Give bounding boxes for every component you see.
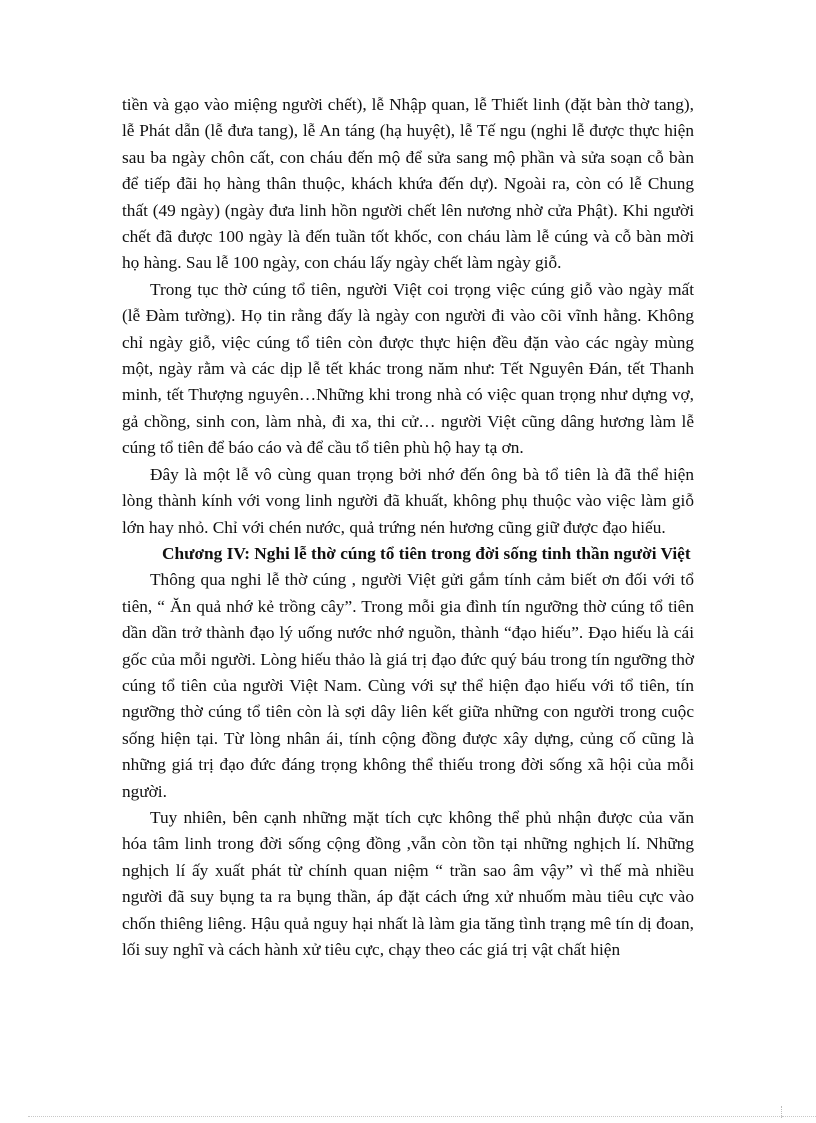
paragraph-death-anniversary: Trong tục thờ cúng tổ tiên, người Việt coi trọng việc cúng giỗ vào ngày mất (lễ Đàm tường). Họ tin rằng đấy là ngày con người đi vào cõi vĩnh hằng. Không chỉ ngày giỗ, việc cúng tổ tiên còn được thực hiện đều đặn vào các ngày mùng một, ngày rằm và các dịp lễ tết khác trong năm như: Tết Nguyên Đán, tết Thanh minh, tết Thượng nguyên…Những khi trong nhà có việc quan trọng như dựng vợ, gả chồng, sinh con, làm nhà, đi xa, thi cử… người Việt cũng dâng hương làm lễ cúng tổ tiên để báo cáo và để cầu tổ tiên phù hộ hay tạ ơn. bbox=[122, 279, 694, 458]
paragraph-funeral-rites: tiền và gạo vào miệng người chết), lễ Nhập quan, lễ Thiết linh (đặt bàn thờ tang), lễ Phát dẫn (lễ đưa tang), lễ An táng (hạ huyệt), lễ Tế ngu (nghi lễ được thực hiện sau ba ngày chôn cất, con cháu đến mộ để sửa sang mộ phần và sửa soạn cỗ bàn để tiếp đãi họ hàng thân thuộc, khách khứa đến dự). Ngoài ra, còn có lễ Chung thất (49 ngày) (ngày đưa linh hồn người chết lên nương nhờ cửa Phật). Khi người chết đã được 100 ngày là đến tuần tốt khốc, con cháu làm lễ cúng và cỗ bàn mời họ hàng. Sau lễ 100 ngày, con cháu lấy ngày chết làm ngày giỗ. bbox=[122, 95, 694, 273]
paragraph-gratitude: Thông qua nghi lễ thờ cúng , người Việt gửi gắm tính cảm biết ơn đối với tổ tiên, “ Ăn quả nhớ kẻ trồng cây”. Trong mỗi gia đình tín ngưỡng thờ cúng tổ tiên dần dần trở thành đạo lý uống nước nhớ nguồn, thành “đạo hiếu”. Đạo hiếu là cái gốc của mỗi người. Lòng hiếu thảo là giá trị đạo đức quý báu trong tín ngưỡng thờ cúng tổ tiên của người Việt Nam. Cùng với sự thể hiện đạo hiếu với tổ tiên, tín ngưỡng thờ cúng tổ tiên còn là sợi dây liên kết giữa những con người trong cuộc sống hiện tại. Từ lòng nhân ái, tính cộng đồng được xây dựng, củng cố cũng là những giá trị đạo đức đáng trọng không thể thiếu trong đời sống xã hội của mỗi người. bbox=[122, 570, 694, 801]
document-body bbox=[122, 92, 694, 963]
page-corner-mark bbox=[781, 1106, 782, 1118]
page-bottom-rule-right bbox=[782, 1116, 816, 1117]
paragraph-paradoxes: Tuy nhiên, bên cạnh những mặt tích cực không thể phủ nhận được của văn hóa tâm linh trong đời sống cộng đồng ,vẫn còn tồn tại những nghịch lí. Những nghịch lí ấy xuất phát từ chính quan niệm “ trần sao âm vậy” vì thế mà nhiều người đã suy bụng ta ra bụng thần, áp đặt cách ứng xử nhuốm màu tiêu cực vào chốn thiêng liêng. Hậu quả nguy hại nhất là làm gia tăng tình trạng mê tín dị đoan, lối suy nghĩ và cách hành xử tiêu cực, chạy theo các giá trị vật chất hiện bbox=[122, 807, 694, 959]
page-bottom-rule bbox=[28, 1116, 788, 1117]
paragraph-importance: Đây là một lễ vô cùng quan trọng bởi nhớ đến ông bà tổ tiên là đã thể hiện lòng thành kính với vong linh người đã khuất, không phụ thuộc vào việc làm giỗ lớn hay nhỏ. Chỉ với chén nước, quả trứng nén hương cũng giữ được đạo hiếu. bbox=[122, 464, 694, 537]
chapter-heading: Chương IV: Nghi lễ thờ cúng tổ tiên trong đời sống tinh thần người Việt bbox=[162, 543, 691, 563]
